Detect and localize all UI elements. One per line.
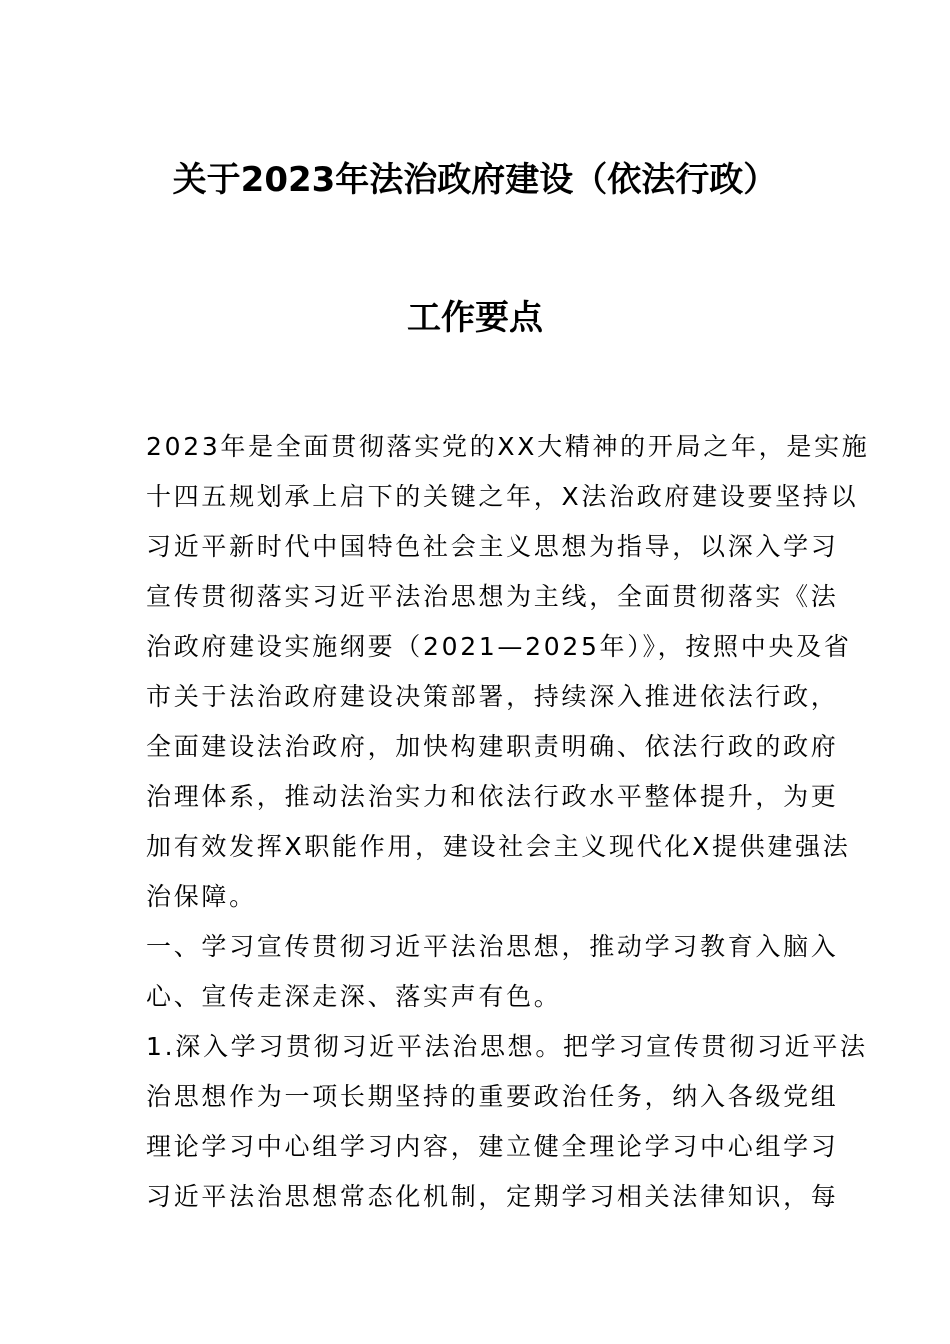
text-line: 习近平新时代中国特色社会主义思想为指导，以深入学习 xyxy=(146,532,839,561)
section-heading-1 xyxy=(146,922,839,1022)
text-line: 十四五规划承上启下的关键之年，X法治政府建设要坚持以 xyxy=(146,482,859,511)
text-line: 心、宣传走深走深、落实声有色。 xyxy=(146,982,562,1011)
text-line: 治政府建设实施纲要（2021—2025年）》，按照中央及省 xyxy=(146,632,852,661)
text-line: 2023年是全面贯彻落实党的XX大精神的开局之年，是实施 xyxy=(146,432,870,461)
text-line: 1.深入学习贯彻习近平法治思想。把学习宣传贯彻习近平法 xyxy=(146,1032,868,1061)
text-line: 一、学习宣传贯彻习近平法治思想，推动学习教育入脑入 xyxy=(146,932,839,961)
text-line: 宣传贯彻落实习近平法治思想为主线，全面贯彻落实《法 xyxy=(146,582,839,611)
text-line: 治保障。 xyxy=(146,882,257,911)
document-title: 关于2023年法治政府建设（依法行政） xyxy=(172,160,778,200)
text-line: 治思想作为一项长期坚持的重要政治任务，纳入各级党组 xyxy=(146,1082,839,1111)
text-line: 理论学习中心组学习内容，建立健全理论学习中心组学习 xyxy=(146,1132,839,1161)
text-line: 习近平法治思想常态化机制，定期学习相关法律知识，每 xyxy=(146,1182,839,1211)
paragraph-item-1 xyxy=(146,1022,868,1222)
text-line: 治理体系，推动法治实力和依法行政水平整体提升，为更 xyxy=(146,782,839,811)
text-line: 全面建设法治政府，加快构建职责明确、依法行政的政府 xyxy=(146,732,839,761)
document-subtitle: 工作要点 xyxy=(407,298,543,338)
paragraph-intro xyxy=(146,422,870,922)
text-line: 加有效发挥X职能作用，建设社会主义现代化X提供建强法 xyxy=(146,832,851,861)
text-line: 市关于法治政府建设决策部署，持续深入推进依法行政， xyxy=(146,682,839,711)
